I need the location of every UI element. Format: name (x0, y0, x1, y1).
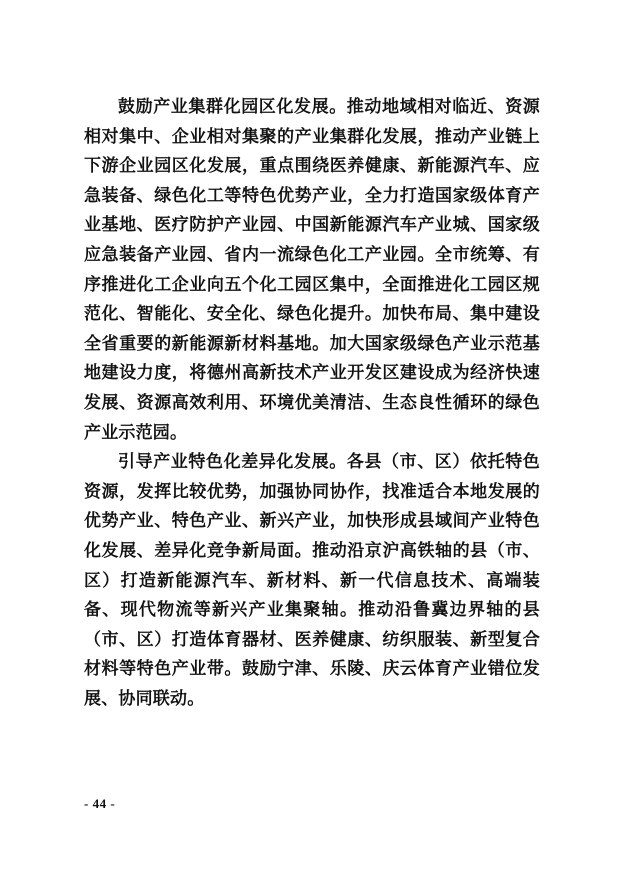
paragraph-lead: 鼓励产业集群化园区化发展。 (118, 97, 347, 117)
paragraph-body: 各县（市、区）依托特色资源，发挥比较优势，加强协同协作，找准适合本地发展的优势产业、特色产业、新兴产业，加快形成县域间产业特色化发展、差异化竞争新局面。推动沿京沪高铁轴的县（市、区）打造新能源汽车、新材料、新一代信息技术、高端装备、现代物流等新兴产业集聚轴。推动沿鲁冀边界轴的县（市、区）打造体育器材、医养健康、纺织服装、新型复合材料等特色产业带。鼓励宁津、乐陵、庆云体育产业错位发展、协同联动。 (84, 452, 540, 709)
body-text (84, 93, 540, 714)
paragraph-differentiated-development (84, 448, 540, 714)
paragraph-body: 推动地域相对临近、资源相对集中、企业相对集聚的产业集群化发展，推动产业链上下游企业园区化发展，重点围绕医养健康、新能源汽车、应急装备、绿色化工等特色优势产业，全力打造国家级体育产业基地、医疗防护产业园、中国新能源汽车产业城、国家级应急装备产业园、省内一流绿色化工产业园。全市统筹、有序推进化工企业向五个化工园区集中，全面推进化工园区规范化、智能化、安全化、绿色化提升。加快布局、集中建设全省重要的新能源新材料基地。加大国家级绿色产业示范基地建设力度，将德州高新技术产业开发区建设成为经济快速发展、资源高效利用、环境优美清洁、生态良性循环的绿色产业示范园。 (84, 97, 540, 443)
paragraph-lead: 引导产业特色化差异化发展。 (118, 452, 347, 473)
paragraph-industrial-clusters (84, 93, 540, 448)
page-number: - 44 - (84, 796, 116, 811)
